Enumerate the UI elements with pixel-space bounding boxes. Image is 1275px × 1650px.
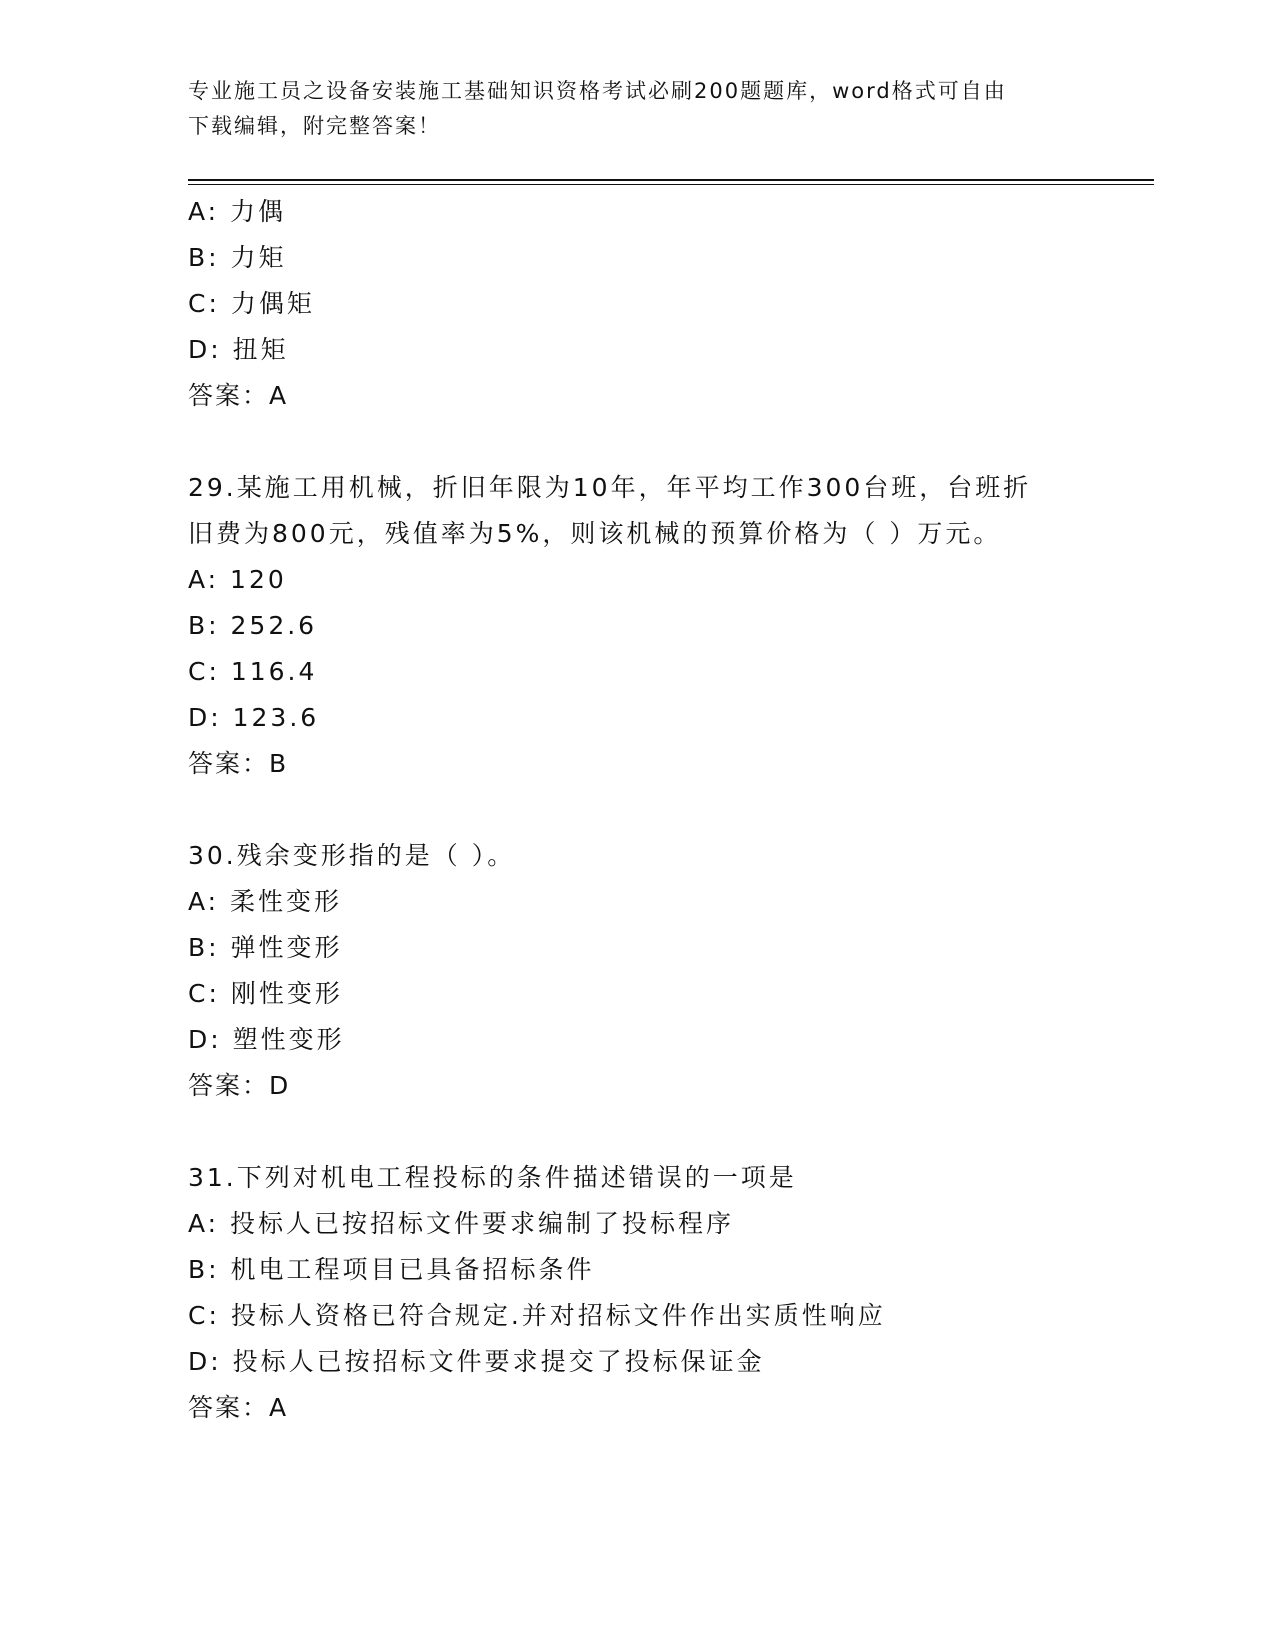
question-29 (188, 465, 1088, 787)
option-d: D: 塑性变形 (188, 1025, 345, 1054)
question-28 (188, 189, 1088, 419)
spacer (188, 1109, 1088, 1155)
document-header (188, 74, 1088, 144)
answer-line: 答案：A (188, 1393, 289, 1422)
option-d: D: 投标人已按招标文件要求提交了投标保证金 (188, 1347, 765, 1376)
spacer (188, 419, 1088, 465)
answer-line: 答案：B (188, 749, 289, 778)
header-divider-thick (188, 179, 1154, 181)
question-text-line-2: 旧费为800元，残值率为5%，则该机械的预算价格为（ ）万元。 (188, 519, 1002, 548)
option-d: D: 扭矩 (188, 335, 289, 364)
option-c: C: 116.4 (188, 657, 318, 686)
option-c: C: 投标人资格已符合规定.并对招标文件作出实质性响应 (188, 1301, 886, 1330)
question-31 (188, 1155, 1088, 1431)
question-list (188, 189, 1088, 1431)
header-line-2: 下载编辑，附完整答案！ (188, 114, 441, 138)
header-divider-thin (188, 184, 1154, 185)
question-text: 30.残余变形指的是（ ）。 (188, 841, 516, 870)
option-b: B: 252.6 (188, 611, 318, 640)
option-a: A: 投标人已按招标文件要求编制了投标程序 (188, 1209, 735, 1238)
question-text: 31.下列对机电工程投标的条件描述错误的一项是 (188, 1163, 797, 1192)
option-b: B: 力矩 (188, 243, 287, 272)
option-a: A: 120 (188, 565, 287, 594)
question-30 (188, 833, 1088, 1109)
option-c: C: 力偶矩 (188, 289, 315, 318)
option-d: D: 123.6 (188, 703, 320, 732)
option-c: C: 刚性变形 (188, 979, 343, 1008)
option-b: B: 机电工程项目已具备招标条件 (188, 1255, 595, 1284)
option-a: A: 柔性变形 (188, 887, 343, 916)
answer-line: 答案：D (188, 1071, 291, 1100)
answer-line: 答案：A (188, 381, 289, 410)
option-a: A: 力偶 (188, 197, 287, 226)
spacer (188, 787, 1088, 833)
question-text-line-1: 29.某施工用机械，折旧年限为10年，年平均工作300台班，台班折 (188, 473, 1032, 502)
header-line-1: 专业施工员之设备安装施工基础知识资格考试必刷200题题库，word格式可自由 (188, 79, 1007, 103)
option-b: B: 弹性变形 (188, 933, 343, 962)
